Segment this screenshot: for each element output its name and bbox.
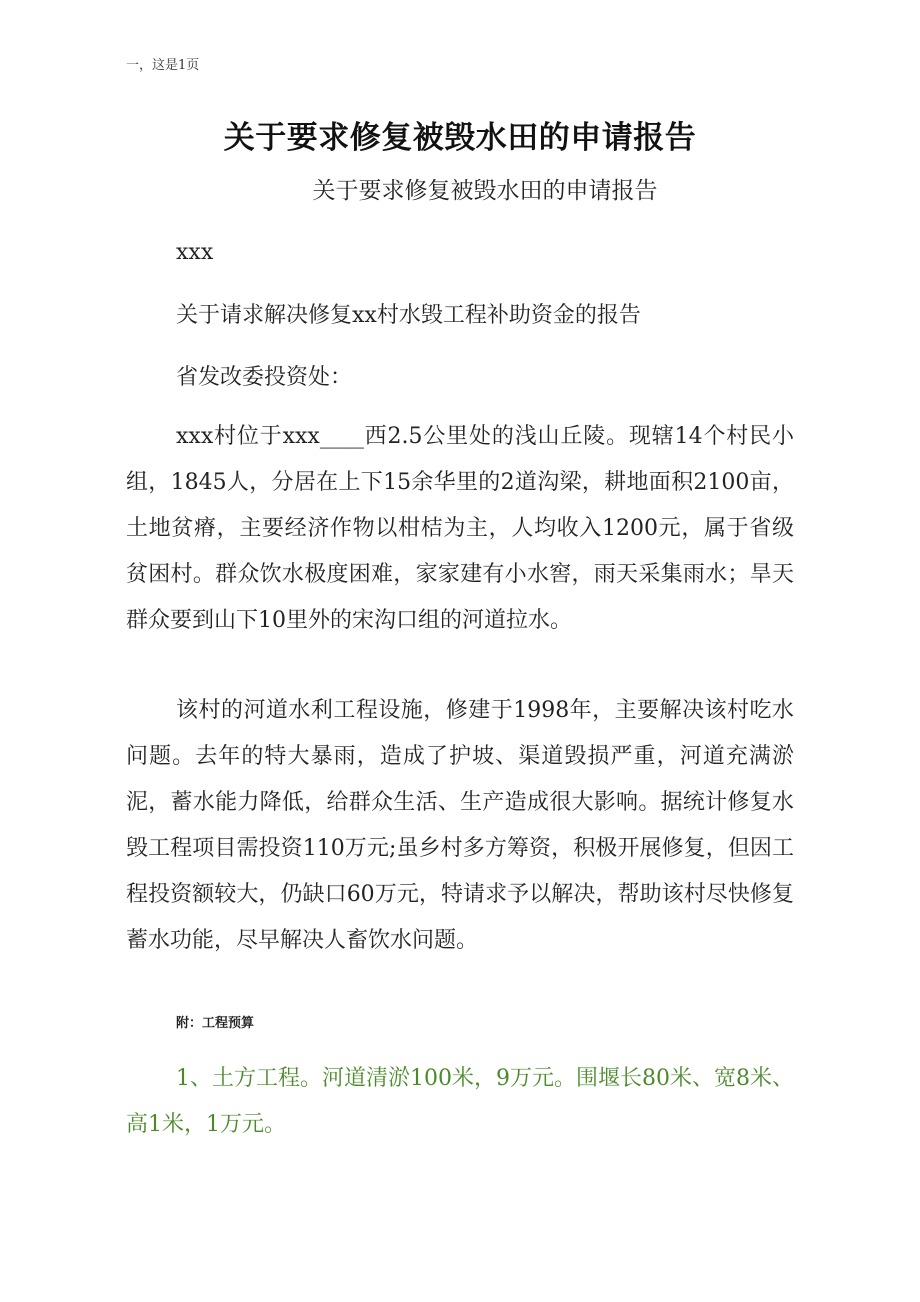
body-paragraph-2: 该村的河道水利工程设施，修建于1998年，主要解决该村吃水问题。去年的特大暴雨，造成了护坡、渠道毁损严重，河道充满淤泥，蓄水能力降低，给群众生活、生产造成很大影响。据统计修复水毁工程项目需投资110万元;虽乡村多方筹资，积极开展修复，但因工程投资额较大，仍缺口60万元，特请求予以解决，帮助该村尽快修复蓄水功能，尽早解决人畜饮水问题。 bbox=[126, 698, 794, 953]
document-subtitle: 关于要求修复被毁水田的申请报告 bbox=[312, 178, 658, 204]
budget-item-1: 1、土方工程。河道清淤100米，9万元。围堰长80米、宽8米、高1米，1万元。 bbox=[126, 1066, 794, 1137]
appendix-label: 附：工程预算 bbox=[176, 1016, 255, 1031]
body-paragraph-1: xxx村位于xxx____西2.5公里处的浅山丘陵。现辖14个村民小组，1845人，分居在上下15余华里的2道沟梁，耕地面积2100亩，土地贫瘠，主要经济作物以柑桔为主，人均收入1200元，属于省级贫困村。群众饮水极度困难，家家建有小水窖，雨天采集雨水；旱天群众要到山下10里外的宋沟口组的河道拉水。 bbox=[126, 424, 794, 633]
document-title: 关于要求修复被毁水田的申请报告 bbox=[223, 120, 697, 156]
page-header-label: 一，这是1页 bbox=[126, 58, 200, 73]
report-title-line: 关于请求解决修复xx村水毁工程补助资金的报告 bbox=[176, 303, 641, 328]
recipient-line: 省发改委投资处： bbox=[176, 365, 353, 390]
sender-line: xxx bbox=[176, 240, 214, 265]
